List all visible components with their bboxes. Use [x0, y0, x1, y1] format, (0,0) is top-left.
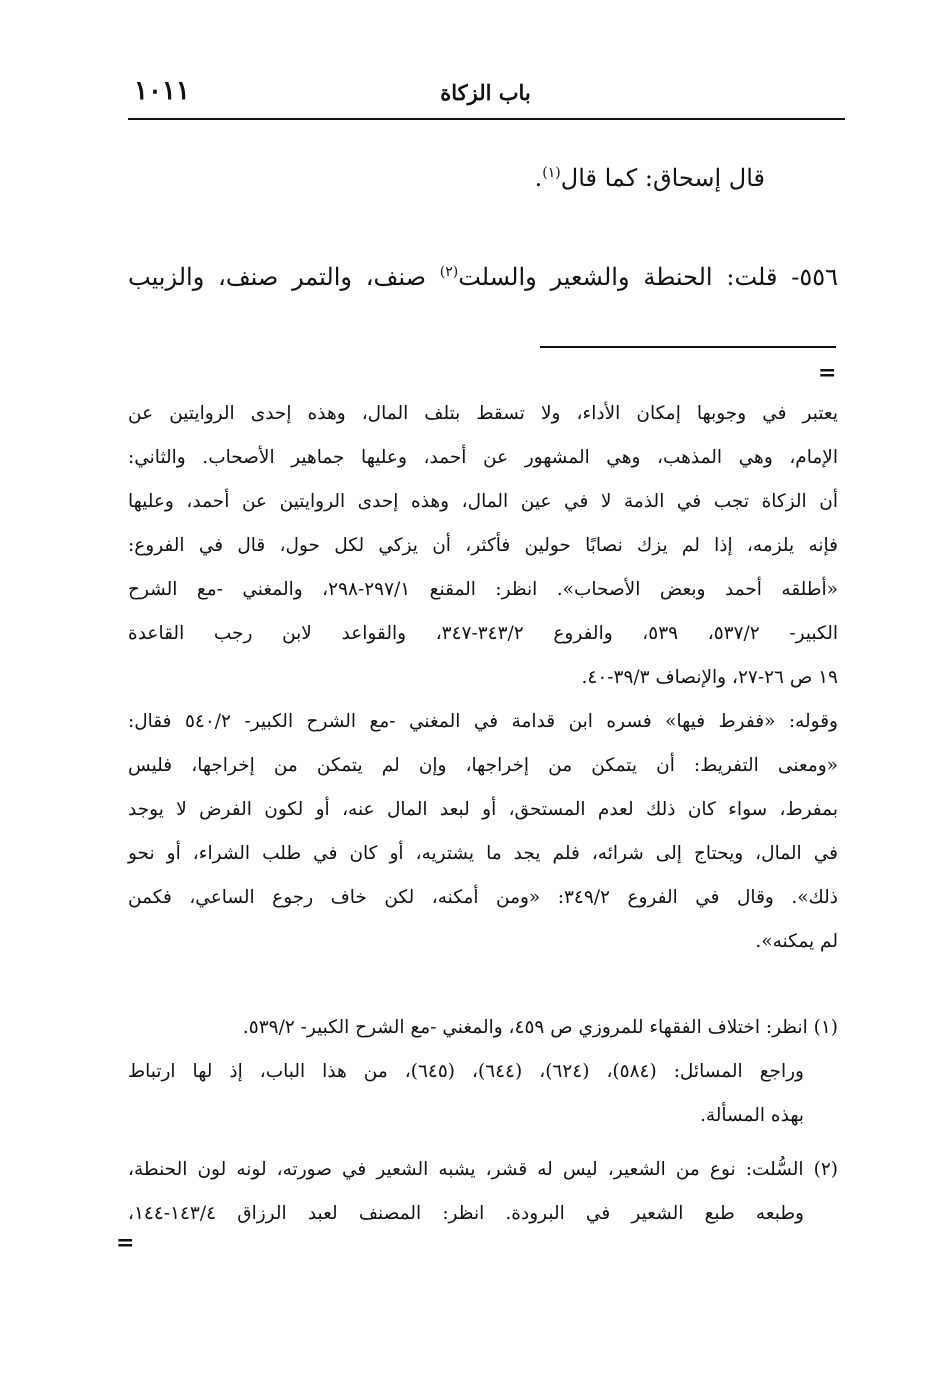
footnote-line: فإنه يلزمه، إذا لم يزك نصابًا حولين فأكثر، أن يزكي لكل حول، قال في الفروع:	[128, 535, 838, 556]
footnote-line: الكبير- ٥٣٧/٢، ٥٣٩، والفروع ٣٤٣/٢-٣٤٧، والقواعد لابن رجب القاعدة	[128, 623, 838, 644]
continuation-mark: =	[116, 1230, 135, 1256]
footnote-line: أن الزكاة تجب في الذمة لا في عين المال، وهذه إحدى الروايتين عن أحمد، وعليها	[128, 491, 838, 512]
footnote-line: ذلك». وقال في الفروع ٣٤٩/٢: «ومن أمكنه، لكن خاف رجوع الساعي، فكمن	[128, 887, 839, 908]
footnote-line: الإمام، وهي المذهب، وهي المشهور عن أحمد، وعليها جماهير الأصحاب. والثاني:	[128, 447, 838, 468]
footnote-line: (١) انظر: اختلاف الفقهاء للمروزي ص ٤٥٩، والمغني -مع الشرح الكبير- ٥٣٩/٢.	[242, 1017, 838, 1038]
page-number: ١٠١١	[134, 76, 190, 106]
main-text-end: .	[534, 164, 543, 192]
footnote-line: بمفرط، سواء كان ذلك لعدم المستحق، أو لبعد المال عنه، أو لكون الفرض لا يوجد	[128, 799, 838, 820]
main-text: قال إسحاق: كما قال	[560, 164, 765, 192]
main-text: ٥٥٦- قلت: الحنطة والشعير والسلت	[458, 263, 838, 291]
footnote-line: «ومعنى التفريط: أن يتمكن من إخراجها، وإن لم يتمكن من إخراجها، فليس	[128, 755, 838, 776]
footnote-line: لم يمكنه».	[755, 931, 838, 952]
footnote-line: وقوله: «ففرط فيها» فسره ابن قدامة في المغني -مع الشرح الكبير- ٥٤٠/٢ فقال:	[128, 711, 838, 732]
footnote-1	[128, 1006, 838, 1138]
footnote-ref-1[interactable]: (١)	[542, 165, 561, 181]
footnote-ref-2[interactable]: (٢)	[439, 264, 459, 280]
footnote-line: في المال، ويحتاج إلى شرائه، فلم يجد ما يشتريه، أو كان في طلب الشراء، أو نحو	[128, 843, 838, 864]
footnote-line: «أطلقه أحمد وبعض الأصحاب». انظر: المقنع ٢٩٧/١-٢٩٨، والمغني -مع الشرح	[128, 579, 838, 600]
continuation-mark: =	[818, 360, 837, 386]
main-text-line-1	[535, 164, 765, 192]
footnote-line: بهذه المسألة.	[699, 1105, 804, 1126]
chapter-title: باب الزكاة	[440, 80, 531, 105]
main-text: صنف، والتمر صنف، والزبيب	[128, 263, 440, 291]
footnote-continuation	[128, 392, 838, 964]
footnote-line: يعتبر في وجوبها إمكان الأداء، ولا تسقط بتلف المال، وهذه إحدى الروايتين عن	[128, 403, 838, 424]
footnote-line: ١٩ ص ٢٦-٢٧، والإنصاف ٣٩/٣-٤٠.	[581, 667, 838, 688]
page-header	[128, 74, 843, 114]
footnote-2	[128, 1148, 838, 1236]
footnote-line: وطبعه طبع الشعير في البرودة. انظر: المصنف لعبد الرزاق ١٤٣/٤-١٤٤،	[128, 1203, 804, 1224]
header-rule	[128, 118, 845, 120]
footnote-line: وراجع المسائل: (٥٨٤)، (٦٢٤)، (٦٤٤)، (٦٤٥)، من هذا الباب، إذ لها ارتباط	[128, 1061, 804, 1082]
footnote-separator	[540, 346, 836, 348]
main-text-line-2	[128, 263, 838, 291]
footnote-line: (٢) السُّلت: نوع من الشعير، ليس له قشر، يشبه الشعير في صورته، لونه لون الحنطة،	[128, 1159, 838, 1180]
